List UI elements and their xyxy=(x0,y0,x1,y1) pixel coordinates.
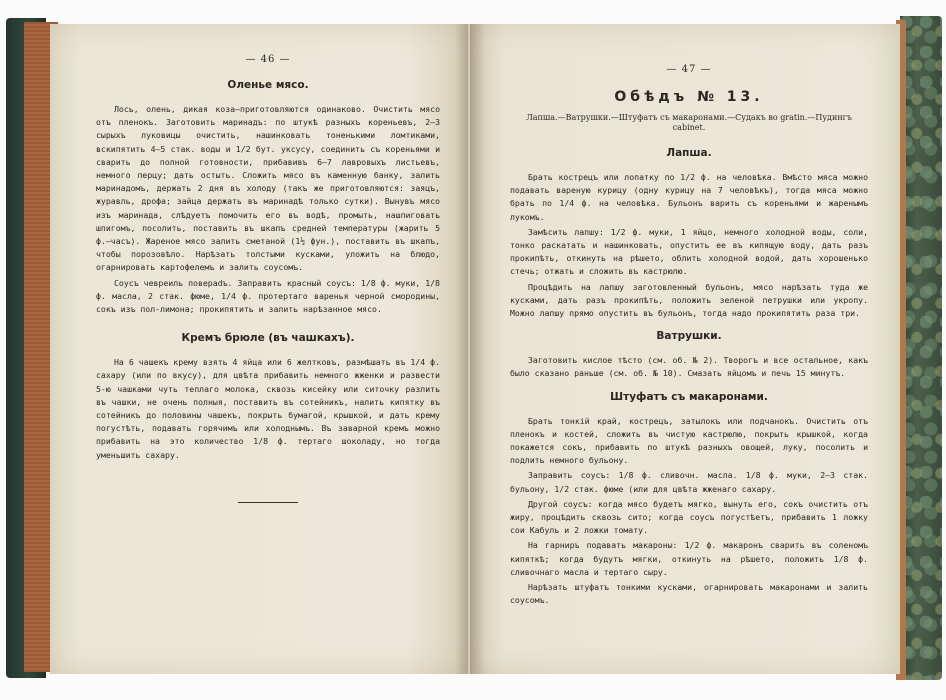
paragraph: Заправить соусъ: 1/8 ф. сливочн. масла. 1/8 ф. муки, 2—3 стак. бульону, 1/2 стак. фюме (или для цвѣта жженаго сахару. xyxy=(510,470,868,494)
section-title: Штуфатъ съ макаронами. xyxy=(610,390,768,403)
paragraph: На гарниръ подавать макароны: 1/2 ф. макаронъ сварить въ соленомъ кипяткѣ; когда будутъ мягки, откинуть на рѣшето, положить 1/8 ф. сливочнаго масла и тертаго сыру. xyxy=(510,540,868,577)
paragraph: Брать кострецъ или лопатку по 1/2 ф. на человѣка. Вмѣсто мяса можно подавать вареную курицу (одну курицу на 7 человѣкъ), тогда мяса можно брать по 1/4 ф. на человѣка. Бульонъ варить съ кореньями и жаренымъ лукомъ. xyxy=(510,172,868,222)
menu-title: Обѣдъ № 13. xyxy=(614,89,764,105)
section-title: Лапша. xyxy=(666,147,712,159)
paragraph: Процѣдить на лапшу заготовленный бульонъ, мясо нарѣзать туда же кусками, дать разъ прокипѣть, положить зеленой петрушки или укропу. Можно лапшу прямо опустить въ бульонъ, тогда надо прокипятить раза три. xyxy=(510,281,868,319)
book-gutter xyxy=(455,24,485,674)
paragraph: Соусъ чевреиль пoвеpadъ. Заправить красный соусъ: 1/8 ф. муки, 1/8 ф. масла, 2 стак. фюме, 1/4 ф. протертаго варенья черной смородины, сокъ изъ пол-лимона; прокипятить и залить нарѣзанное мясо. xyxy=(96,277,440,315)
book-cover-right xyxy=(900,16,942,680)
divider-rule xyxy=(238,502,298,503)
page-number: — 46 — xyxy=(245,54,291,65)
paragraph: Замѣсить лапшу: 1/2 ф. муки, 1 яйцо, немного холодной воды, соли, тонко раскатать и нашинковать, опустить ее въ кипящую воду, дать разъ прокипѣть, откинуть на рѣшето, облить холодной водой, дать хорошенько стечь; отжать и сложить въ кастрюлю. xyxy=(510,226,868,277)
paragraph: На 6 чашекъ крему взять 4 яйца или 6 желтковъ, размѣшать въ 1/4 ф. сахару (или по вкусу), для цвѣта прибавить немного жженки и развести 5-ю чашками чуть теплаго молока, сквозь кисейку или ситочку разлить въ чашки, не очень полныя, поставить въ сотейникъ, налить кипятку въ сотейникъ до половины чашекъ, покрыть бумагой, крышкой, и дать крему погустѣть, подавать горячимъ или холоднымъ. Въ заварной кремъ можно прибавить на это количество 1/8 ф. тертаго шоколаду, но тогда уменьшить сахару. xyxy=(96,357,440,460)
left-page xyxy=(50,24,468,674)
right-page xyxy=(470,24,900,674)
paragraph: Брать тонкій край, кострецъ, затылокъ или подчанокъ. Очистить отъ пленокъ и костей, сложить въ чистую кастрюлю, покрыть крышкой, когда покажется сокъ, прибавить по штукѣ разныхъ овощей, луку, посолить и подлить немного бульону. xyxy=(510,415,868,466)
paragraph: Лось, олень, дикая коза—приготовляются одинаково. Очистить мясо отъ пленокъ. Заготовить маринадъ: по штукѣ разныхъ кореньевъ, 2—3 сырыхъ луковицы очистить, нашинковать тоненькими ломтиками, вскипятить 4—5 стак. воды и 1/2 бут. уксусу, соединить съ кореньями и сварить до полной готовности, прибавивъ 6—7 лавровыхъ листьевъ, немного перцу; дать остыть. Сложить мясо въ каменную банку, залить маринадомъ, держать 2 дня въ холоду (такъ же приготовляются: заяцъ, журавль, дрофа; зайца держать въ маринадѣ только сутки). Вынувъ мясо изъ маринада, слѣдуетъ помочить его въ водѣ, промыть, нашпиговать шпигомъ, посолить, поставить въ шкапъ средней температуры (жарить 5 ф.—часъ). Жареное мясо залить сметаной (1½ фун.), поставить въ шкапъ, чтобы порозовѣло. Нарѣзать толстыми кусками, уложить на блюдо, огарнировать картофелемъ и залить соусомъ. xyxy=(96,104,440,273)
paragraph: Заготовить кислое тѣсто (см. об. № 2). Творогъ и все остальное, какъ было сказано раньше (см. об. № 10). Смазать яйцомъ и печь 15 минутъ. xyxy=(510,355,868,379)
section-title: Кремъ брюле (въ чашкахъ). xyxy=(181,332,355,345)
page-number: — 47 — xyxy=(666,64,712,75)
section-title: Ватрушки. xyxy=(656,330,722,343)
paragraph: Другой соусъ: когда мясо будетъ мягко, вынуть его, сокъ очистить отъ жиру, процѣдить сквозь сито; когда соусъ погустѣетъ, прибавить 1 ложку сои Кабуль и 2 ложки томату. xyxy=(510,498,868,536)
paragraph: Нарѣзать штуфатъ тонкими кусками, огарнировать макаронами и залить соусомъ. xyxy=(510,582,868,606)
section-title: Оленье мясо. xyxy=(227,79,309,91)
menu-subtitle: Лапша.—Ватрушки.—Штуфатъ съ макаронами.—Судакъ во gratin.—Пудингъ cabinet. xyxy=(526,113,852,132)
